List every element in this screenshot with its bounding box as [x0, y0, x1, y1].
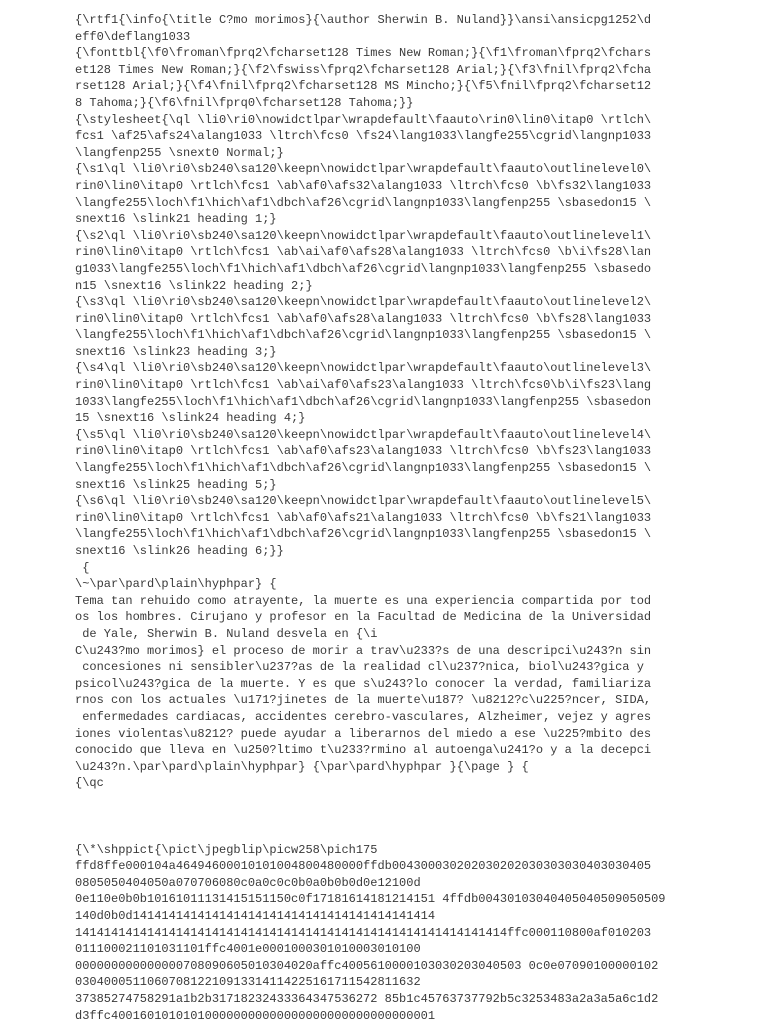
document-text-line: \~\par\pard\plain\hyphpar} { [75, 577, 277, 592]
document-text-line: 141414141414141414141414141414141414141414141414141414141414ffc000110800af010203 [75, 925, 652, 940]
document-text-line: iones violentas\u8212? puede ayudar a liberarnos del miedo a ese \u225?mbito des [75, 726, 652, 741]
document-text-line: 011100021101031101ffc4001e0001000301010003010100 [75, 942, 421, 957]
document-text-line: 37385274758291a1b2b31718232433364347536272 85b1c45763737792b5c3253483a2a3a5a6c1d2 [75, 992, 659, 1007]
document-text-line: psicol\u243?gica de la muerte. Y es que s\u243?lo conocer la verdad, familiariza [75, 676, 652, 691]
document-text-line: 15 \snext16 \slink24 heading 4;} [75, 411, 306, 426]
document-text-line [75, 825, 675, 842]
document-text-line: \langfe255\loch\f1\hich\af1\dbch\af26\cgrid\langnp1033\langfenp255 \sbasedon15 \ [75, 328, 652, 343]
document-text-line: \u243?n.\par\pard\plain\hyphpar} {\par\pard\hyphpar }{\page } { [75, 759, 529, 774]
document-text-line: Tema tan rehuido como atrayente, la muerte es una experiencia compartida por tod [75, 593, 652, 608]
document-text-line: g1033\langfe255\loch\f1\hich\af1\dbch\af26\cgrid\langnp1033\langfenp255 \sbasedo [75, 261, 652, 276]
document-text-line: ffd8ffe000104a46494600010101004800480000ffdb004300030202030202030303030403030405 [75, 859, 652, 874]
document-text-line: { [75, 560, 90, 575]
document-text-line: 8 Tahoma;}{\f6\fnil\fprq0\fcharset128 Tahoma;}} [75, 95, 414, 110]
document-text-line: 000000000000000708090605010304020affc4005610000103030203040503 0c0e07090100000102 [75, 958, 659, 973]
document-text-line: rnos con los actuales \u171?jinetes de la muerte\u187? \u8212?c\u225?ncer, SIDA, [75, 693, 652, 708]
document-text-line: enfermedades cardiacas, accidentes cerebro-vasculares, Alzheimer, vejez y agres [75, 709, 652, 724]
document-text-line: rin0\lin0\itap0 \rtlch\fcs1 \ab\af0\afs28\alang1033 \ltrch\fcs0 \b\fs28\lang1033 [75, 311, 652, 326]
document-text-line: eff0\deflang1033 [75, 29, 191, 44]
document-text-line: {\qc [75, 776, 104, 791]
document-text-line: rin0\lin0\itap0 \rtlch\fcs1 \ab\ai\af0\afs28\alang1033 \ltrch\fcs0 \b\i\fs28\lan [75, 245, 652, 260]
document-text-line: rin0\lin0\itap0 \rtlch\fcs1 \ab\af0\afs21\alang1033 \ltrch\fcs0 \b\fs21\lang1033 [75, 510, 652, 525]
document-text-line [75, 792, 675, 809]
document-text-line: fcs1 \af25\afs24\alang1033 \ltrch\fcs0 \fs24\lang1033\langfe255\cgrid\langnp1033 [75, 129, 652, 144]
document-text-line: {\fonttbl{\f0\froman\fprq2\fcharset128 Times New Roman;}{\f1\froman\fprq2\fchars [75, 46, 652, 61]
document-text-line: rset128 Arial;}{\f4\fnil\fprq2\fcharset128 MS Mincho;}{\f5\fnil\fprq2\fcharset12 [75, 79, 652, 94]
document-text-line: 030400051106070812210913314114225161711542811632 [75, 975, 421, 990]
document-text-line: snext16 \slink26 heading 6;}} [75, 544, 284, 558]
document-text-line: d3ffc400160101010100000000000000000000000000000001 [75, 1008, 436, 1023]
document-text-line: rin0\lin0\itap0 \rtlch\fcs1 \ab\af0\afs23\alang1033 \ltrch\fcs0 \b\fs23\lang1033 [75, 444, 652, 459]
document-text-line: {\*\shppict{\pict\jpegblip\picw258\pich175 [75, 842, 378, 857]
document-text-line: concesiones ni sensibler\u237?as de la realidad cl\u237?nica, biol\u243?gica y [75, 660, 644, 675]
document-text-line: {\s1\ql \li0\ri0\sb240\sa120\keepn\nowidctlpar\wrapdefault\faauto\outlinelevel0\ [75, 162, 652, 177]
document-text-line: 140d0b0d141414141414141414141414141414141414141414 [75, 909, 436, 924]
document-text-line: {\s2\ql \li0\ri0\sb240\sa120\keepn\nowidctlpar\wrapdefault\faauto\outlinelevel1\ [75, 228, 652, 243]
document-text-line: {\s5\ql \li0\ri0\sb240\sa120\keepn\nowidctlpar\wrapdefault\faauto\outlinelevel4\ [75, 427, 652, 442]
document-text-line: {\s6\ql \li0\ri0\sb240\sa120\keepn\nowidctlpar\wrapdefault\faauto\outlinelevel5\ [75, 494, 652, 509]
document-text-line: conocido que lleva en \u250?ltimo t\u233?rmino al autoenga\u241?o y a la decepci [75, 743, 652, 758]
document-text-line: 0805050404050a070706080c0a0c0c0b0a0b0b0d0e12100d [75, 875, 421, 890]
document-text-line: \langfe255\loch\f1\hich\af1\dbch\af26\cgrid\langnp1033\langfenp255 \sbasedon15 \ [75, 461, 652, 476]
document-text-line: \langfe255\loch\f1\hich\af1\dbch\af26\cgrid\langnp1033\langfenp255 \sbasedon15 \ [75, 527, 652, 542]
document-text-line: \langfenp255 \snext0 Normal;} [75, 145, 284, 160]
document-text-line: snext16 \slink25 heading 5;} [75, 477, 277, 492]
document-text-line: rin0\lin0\itap0 \rtlch\fcs1 \ab\ai\af0\afs23\alang1033 \ltrch\fcs0\b\i\fs23\lang [75, 378, 652, 393]
document-text-line: 0e110e0b0b10161011131415151150c0f17181614181214151 4ffdb00430103040405040509050509 [75, 892, 666, 907]
document-text-line: {\s3\ql \li0\ri0\sb240\sa120\keepn\nowidctlpar\wrapdefault\faauto\outlinelevel2\ [75, 295, 652, 310]
rtf-document-page [75, 12, 675, 1024]
document-text-line: 1033\langfe255\loch\f1\hich\af1\dbch\af26\cgrid\langnp1033\langfenp255 \sbasedon [75, 394, 652, 409]
document-text-line: n15 \snext16 \slink22 heading 2;} [75, 278, 313, 293]
document-text-line: os los hombres. Cirujano y profesor en la Facultad de Medicina de la Universidad [75, 610, 652, 625]
document-text-line: {\stylesheet{\ql \li0\ri0\nowidctlpar\wrapdefault\faauto\rin0\lin0\itap0 \rtlch\ [75, 112, 652, 127]
document-text-line: C\u243?mo morimos} el proceso de morir a trav\u233?s de una descripci\u243?n sin [75, 643, 652, 658]
document-text-line: snext16 \slink23 heading 3;} [75, 344, 277, 359]
document-text-line [75, 809, 675, 826]
document-text-line: de Yale, Sherwin B. Nuland desvela en {\i [75, 626, 378, 641]
document-text-line: snext16 \slink21 heading 1;} [75, 212, 277, 227]
document-text-line: {\rtf1{\info{\title C?mo morimos}{\author Sherwin B. Nuland}}\ansi\ansicpg1252\d [75, 13, 652, 27]
document-text-line: et128 Times New Roman;}{\f2\fswiss\fprq2\fcharset128 Arial;}{\f3\fnil\fprq2\fcha [75, 62, 652, 77]
document-text-line: \langfe255\loch\f1\hich\af1\dbch\af26\cgrid\langnp1033\langfenp255 \sbasedon15 \ [75, 195, 652, 210]
document-text-line: rin0\lin0\itap0 \rtlch\fcs1 \ab\af0\afs32\alang1033 \ltrch\fcs0 \b\fs32\lang1033 [75, 178, 652, 193]
document-text-line: {\s4\ql \li0\ri0\sb240\sa120\keepn\nowidctlpar\wrapdefault\faauto\outlinelevel3\ [75, 361, 652, 376]
